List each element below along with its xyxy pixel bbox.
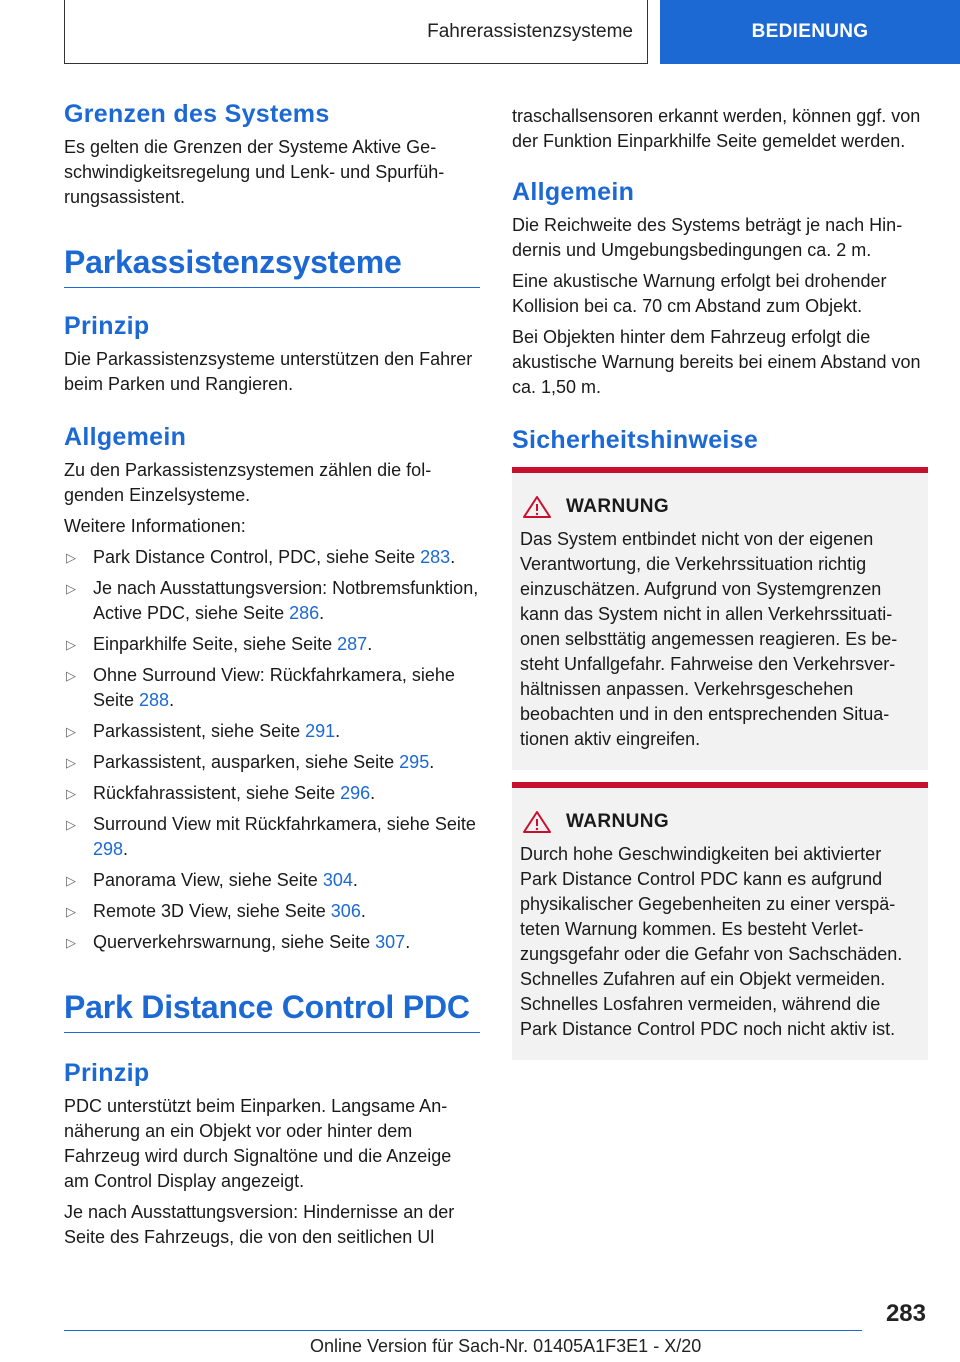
- text-allgemein-2c: Bei Objekten hinter dem Fahrzeug erfolgt die akustische Warnung bereits bei einem Abstand von ca. 1,50 m.: [512, 327, 921, 397]
- text-allgemein-2a: Die Reichweite des Systems beträgt je nach Hindernis und Umgebungsbedingungen ca. 2 m.: [512, 215, 903, 260]
- info-list: [64, 545, 480, 955]
- triangle-bullet-icon: ▷: [66, 668, 76, 683]
- page-number: 283: [885, 1300, 926, 1327]
- heading-park-distance-control: Park Distance Control PDC: [64, 989, 480, 1033]
- page-link[interactable]: 288: [139, 690, 170, 710]
- header-section-tab: [64, 0, 648, 64]
- right-column: [512, 100, 928, 1060]
- triangle-bullet-icon: ▷: [66, 550, 76, 565]
- page-link[interactable]: 283: [420, 547, 451, 567]
- list-item: ▷ Surround View mit Rückfahrkamera, siehe Seite 298.: [66, 814, 476, 859]
- list-item: ▷ Ohne Surround View: Rückfahrkamera, siehe Seite 288.: [66, 665, 455, 710]
- list-item: ▷ Einparkhilfe Seite, siehe Seite 287.: [64, 632, 480, 657]
- header-section-title: Fahrerassistenzsysteme: [427, 20, 633, 42]
- warning-triangle-icon: [522, 810, 552, 834]
- heading-prinzip-1: Prinzip: [64, 312, 150, 340]
- warning-header: [520, 810, 920, 834]
- heading-grenzen: Grenzen des Systems: [64, 100, 330, 128]
- warning-box: [512, 782, 928, 1060]
- triangle-bullet-icon: ▷: [66, 904, 76, 919]
- page-link[interactable]: 286: [289, 603, 320, 623]
- text-prinzip-2a: PDC unterstützt beim Einparken. Langsame Annäherung an ein Objekt vor oder hinter dem Fahrzeug wird durch Signaltöne und die Anzeige am Control Display angezeigt.: [64, 1096, 452, 1191]
- triangle-bullet-icon: ▷: [66, 581, 76, 596]
- text-allgemein-2b: Eine akustische Warnung erfolgt bei drohender Kollision bei ca. 70 cm Abstand zum Objekt.: [512, 271, 887, 316]
- warning-text: Das System entbindet nicht von der eigenen Verantwortung, die Verkehrssituation richtig einzuschätzen. Aufgrund von Systemgrenzen kann das System nicht in allen Verkehrssituationen selbsttätig angemessen reagieren. Es besteht Unfallgefahr. Fahrweise den Verkehrsverhältnissen anpassen. Verkehrsgeschehen beobachten und in den entsprechenden Situationen aktiv eingreifen.: [520, 529, 898, 749]
- triangle-bullet-icon: ▷: [66, 786, 76, 801]
- text-continuation: traschallsensoren erkannt werden, können ggf. von der Funktion Einparkhilfe Seite gemeldet werden.: [512, 106, 921, 151]
- page-link[interactable]: 291: [305, 721, 336, 741]
- page-link[interactable]: 304: [322, 870, 353, 890]
- page-link[interactable]: 295: [399, 752, 430, 772]
- warning-header: [520, 495, 920, 519]
- list-item: ▷ Parkassistent, ausparken, siehe Seite 295.: [64, 750, 480, 775]
- warning-box: [512, 467, 928, 770]
- heading-allgemein-1: Allgemein: [64, 423, 187, 451]
- header-chapter-tab: [660, 0, 960, 64]
- text-weitere-informationen: Weitere Informationen:: [64, 516, 246, 536]
- heading-parkassistenzsysteme: Parkassistenzsysteme: [64, 244, 480, 288]
- list-item: ▷ Parkassistent, siehe Seite 291.: [64, 719, 480, 744]
- list-item: ▷ Park Distance Control, PDC, siehe Seite 283.: [64, 545, 480, 570]
- warning-triangle-icon: [522, 495, 552, 519]
- page-link[interactable]: 296: [340, 783, 371, 803]
- warning-label: WARNUNG: [566, 811, 670, 832]
- footer-divider: [64, 1330, 862, 1331]
- text-grenzen: Es gelten die Grenzen der Systeme Aktive Geschwindigkeitsregelung und Lenk- und Spurführungsassistent.: [64, 137, 445, 207]
- heading-sicherheitshinweise: Sicherheitshinweise: [512, 426, 759, 454]
- triangle-bullet-icon: ▷: [66, 817, 76, 832]
- text-allgemein-1: Zu den Parkassistenzsystemen zählen die folgenden Einzelsysteme.: [64, 460, 432, 505]
- list-item: ▷ Remote 3D View, siehe Seite 306.: [64, 899, 480, 924]
- heading-prinzip-2: Prinzip: [64, 1059, 150, 1087]
- left-column: [64, 100, 480, 1250]
- list-item: ▷ Rückfahrassistent, siehe Seite 296.: [64, 781, 480, 806]
- list-item: ▷ Querverkehrswarnung, siehe Seite 307.: [64, 930, 480, 955]
- triangle-bullet-icon: ▷: [66, 755, 76, 770]
- footer-version-text: Online Version für Sach-Nr. 01405A1F3E1 - X/20: [310, 1336, 702, 1356]
- page-link[interactable]: 307: [375, 932, 406, 952]
- page-link[interactable]: 298: [93, 839, 124, 859]
- page-link[interactable]: 306: [330, 901, 361, 921]
- triangle-bullet-icon: ▷: [66, 637, 76, 652]
- triangle-bullet-icon: ▷: [66, 724, 76, 739]
- warning-text: Durch hohe Geschwindigkeiten bei aktivierter Park Distance Control PDC kann es aufgrund physikalischer Gegebenheiten zu einer verspäteten Warnung kommen. Es besteht Verletzungsgefahr oder die Gefahr von Sachschäden. Schnelles Zufahren auf ein Objekt vermeiden. Schnelles Losfahren vermeiden, während die Park Distance Control PDC noch nicht aktiv ist.: [520, 844, 903, 1039]
- heading-allgemein-2: Allgemein: [512, 178, 635, 206]
- page-link[interactable]: 287: [337, 634, 368, 654]
- text-prinzip-1: Die Parkassistenzsysteme unterstützen den Fahrer beim Parken und Rangieren.: [64, 349, 473, 394]
- triangle-bullet-icon: ▷: [66, 935, 76, 950]
- header-chapter-title: BEDIENUNG: [751, 21, 869, 42]
- text-prinzip-2b: Je nach Ausstattungsversion: Hindernisse an der Seite des Fahrzeugs, die von den seitlichen Ul: [64, 1202, 455, 1247]
- triangle-bullet-icon: ▷: [66, 873, 76, 888]
- list-item: ▷ Je nach Ausstattungsversion: Notbremsfunktion, Active PDC, siehe Seite 286.: [66, 578, 479, 623]
- warning-label: WARNUNG: [566, 496, 670, 517]
- list-item: ▷ Panorama View, siehe Seite 304.: [64, 868, 480, 893]
